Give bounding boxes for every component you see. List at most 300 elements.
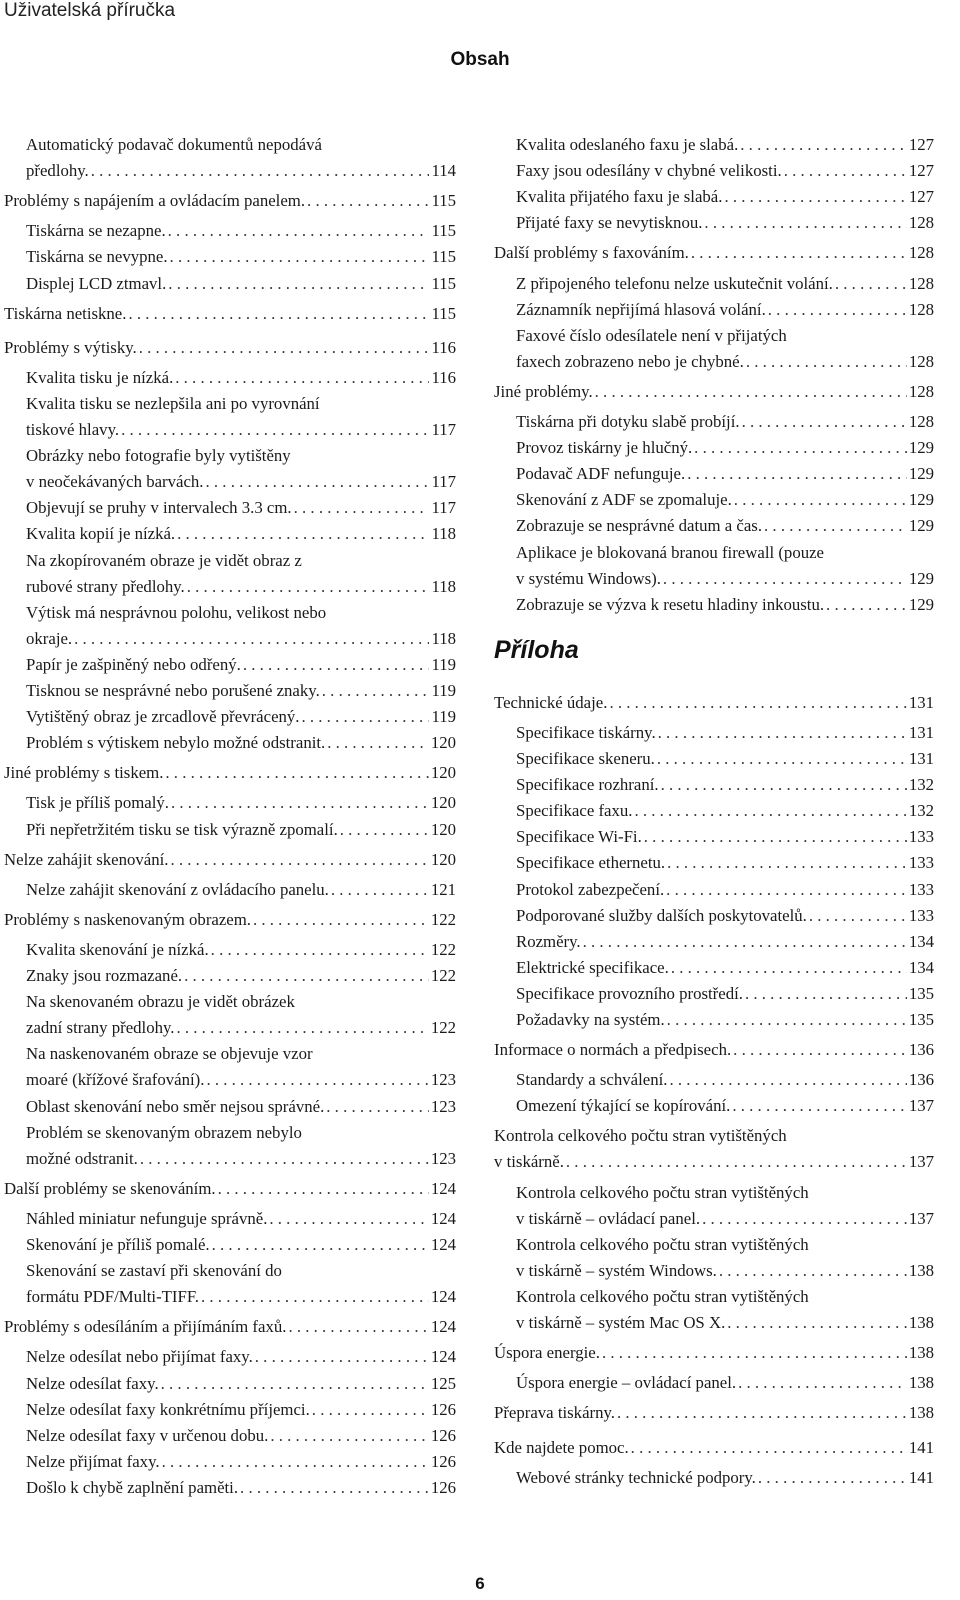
toc-page-number: 118 (431, 628, 456, 648)
toc-subentry[interactable] (26, 1397, 456, 1423)
toc-subentry[interactable] (26, 132, 456, 184)
toc-entry-title: Tiskárna se nevypne. (26, 247, 168, 267)
toc-entry-title: Nelze odesílat faxy. (26, 1373, 159, 1393)
toc-entry-title: Specifikace provozního prostředí. (516, 983, 743, 1003)
toc-page-number: 118 (431, 524, 456, 544)
dot-leader (243, 652, 430, 678)
dot-leader (206, 1067, 428, 1093)
toc-subentry[interactable] (516, 184, 934, 210)
dot-leader (732, 1093, 906, 1119)
toc-subentry[interactable] (516, 772, 934, 798)
toc-subentry[interactable] (516, 903, 934, 929)
dot-leader (121, 417, 429, 443)
toc-subentry[interactable] (26, 790, 456, 816)
toc-entry-title: Tiskárna se nezapne. (26, 221, 166, 241)
toc-entry-title: Úspora energie – ovládací panel. (516, 1373, 737, 1393)
toc-entry-title: Protokol zabezpečení. (516, 879, 665, 899)
toc-entry[interactable] (494, 1037, 934, 1063)
toc-subentry[interactable] (26, 244, 456, 270)
dot-leader (609, 690, 906, 716)
dot-leader (666, 877, 907, 903)
toc-entry-title: rubové strany předlohy. (26, 576, 185, 596)
toc-entry-title: tiskové hlavy. (26, 419, 120, 439)
toc-page-number: 120 (430, 793, 456, 813)
toc-subentry[interactable] (26, 218, 456, 244)
dot-leader (165, 760, 428, 786)
toc-page-number: 134 (908, 957, 934, 977)
dot-leader (74, 626, 429, 652)
toc-page-number: 118 (431, 576, 456, 596)
dot-leader (326, 1094, 429, 1120)
toc-page-number: 138 (908, 1313, 934, 1332)
toc-subentry[interactable] (516, 487, 934, 513)
toc-page-number: 123 (430, 1148, 456, 1168)
toc-page-number: 135 (908, 983, 934, 1003)
toc-page-number: 136 (908, 1040, 934, 1060)
dot-leader (687, 461, 907, 487)
toc-entry[interactable] (4, 1176, 456, 1202)
toc-entry-title: Tiskárna při dotyku slabě probíjí. (516, 412, 740, 431)
toc-subentry[interactable] (516, 1093, 934, 1119)
toc-page-number: 124 (430, 1235, 456, 1254)
toc-subentry[interactable] (26, 1232, 456, 1258)
toc-entry-title: Při nepřetržitém tisku se tisk výrazně zpomalí. (26, 819, 338, 839)
toc-entry-title: Přeprava tiskárny. (494, 1403, 615, 1423)
toc-page-number: 127 (908, 135, 934, 154)
toc-page-number: 115 (431, 273, 456, 293)
dot-leader (702, 1206, 907, 1232)
toc-entry-title: Kvalita skenování je nízká. (26, 939, 209, 959)
toc-entry-title-line: Problém se skenovaným obrazem nebylo (26, 1122, 302, 1142)
dot-leader (764, 513, 907, 539)
toc-entry-title: Náhled miniatur nefunguje správně. (26, 1208, 268, 1228)
toc-subentry[interactable] (516, 158, 934, 184)
toc-entry-title: Technické údaje. (494, 692, 608, 712)
toc-page-number: 120 (430, 819, 456, 839)
toc-page-number: 116 (431, 367, 456, 387)
toc-entry[interactable] (4, 301, 456, 327)
toc-entry[interactable] (494, 1400, 934, 1426)
toc-subentry[interactable] (26, 1258, 456, 1310)
toc-entry[interactable] (494, 690, 934, 716)
toc-entry-title: Z připojeného telefonu nelze uskutečnit volání. (516, 273, 833, 293)
dot-leader (140, 1146, 429, 1172)
toc-entry-title-line: Na skenovaném obrazu je vidět obrázek (26, 992, 295, 1012)
toc-entry-title: Nelze odesílat faxy v určenou dobu. (26, 1425, 269, 1445)
toc-entry[interactable] (4, 1314, 456, 1340)
toc-subentry[interactable] (516, 1232, 934, 1284)
dot-leader (658, 720, 907, 746)
toc-entry-title: v systému Windows). (516, 568, 661, 588)
toc-heading: Příloha (494, 635, 579, 664)
toc-subentry[interactable] (516, 877, 934, 903)
toc-entry-title: Problémy s napájením a ovládacím panelem. (4, 191, 306, 211)
dot-leader (128, 301, 429, 327)
toc-page-number: 129 (908, 438, 934, 458)
toc-entry-title: Displej LCD ztmavl. (26, 273, 167, 293)
toc-entry-title: moaré (křížové šrafování). (26, 1070, 205, 1090)
toc-subentry[interactable] (516, 746, 934, 772)
toc-entry-title-line: Na naskenovaném obraze se objevuje vzor (26, 1044, 313, 1064)
dot-leader (177, 1015, 429, 1041)
toc-entry-title: Požadavky na systém. (516, 1010, 665, 1029)
dot-leader (162, 1449, 429, 1475)
toc-subentry[interactable] (516, 824, 934, 850)
toc-page-number: 117 (431, 419, 456, 439)
toc-entry-title-line: Kontrola celkového počtu stran vytištěných (516, 1234, 809, 1254)
toc-entry-title: Došlo k chybě zaplnění paměti. (26, 1477, 239, 1497)
dot-leader (595, 379, 907, 405)
toc-page-number: 138 (908, 1343, 934, 1363)
toc-entry-title: Podporované služby dalších poskytovatelů. (516, 905, 807, 925)
dot-leader (617, 1400, 907, 1426)
toc-page-number: 125 (430, 1373, 456, 1393)
toc-page-number: 114 (431, 161, 456, 180)
toc-entry-title: v tiskárně – systém Mac OS X. (516, 1313, 726, 1332)
toc-subentry[interactable] (26, 817, 456, 843)
dot-leader (161, 1371, 429, 1397)
toc-subentry[interactable] (516, 210, 934, 236)
toc-subentry[interactable] (26, 365, 456, 391)
toc-page-number: 115 (431, 303, 456, 323)
dot-leader (671, 955, 907, 981)
toc-entry-title: Specifikace tiskárny. (516, 722, 656, 742)
dot-leader (170, 847, 428, 873)
toc-subentry[interactable] (516, 592, 934, 618)
toc-page-number: 124 (430, 1347, 456, 1367)
toc-entry-title-line: Automatický podavač dokumentů nepodává (26, 135, 322, 154)
dot-leader (253, 907, 429, 933)
toc-entry-title: Rozměry. (516, 931, 581, 951)
toc-entry-title: možné odstranit. (26, 1148, 138, 1168)
toc-entry-title: Specifikace skeneru. (516, 749, 655, 768)
running-head: Uživatelská příručka (4, 0, 176, 21)
toc-entry[interactable] (4, 847, 456, 873)
toc-subentry[interactable] (516, 850, 934, 876)
toc-subentry[interactable] (26, 678, 456, 704)
toc-entry-title-line: Kontrola celkového počtu stran vytištěných (516, 1182, 809, 1202)
toc-page-number: 133 (908, 879, 934, 899)
toc-entry-title: Faxy jsou odesílány v chybné velikosti. (516, 161, 782, 181)
toc-subentry[interactable] (516, 513, 934, 539)
toc-page-number: 122 (430, 939, 456, 959)
dot-leader (631, 1435, 907, 1461)
toc-entry-title: Tisknou se nesprávné nebo porušené znaky. (26, 681, 320, 700)
toc-subentry[interactable] (26, 989, 456, 1041)
toc-page-number: 126 (430, 1425, 456, 1445)
toc-entry-title: Omezení týkající se kopírování. (516, 1096, 731, 1116)
toc-subentry[interactable] (26, 1423, 456, 1449)
toc-page-number: 128 (908, 243, 934, 263)
dot-leader (758, 1465, 907, 1491)
dot-leader (211, 937, 429, 963)
toc-page-number: 138 (908, 1260, 934, 1280)
toc-page-number: 137 (908, 1096, 934, 1116)
toc-entry-title: Specifikace faxu. (516, 801, 633, 821)
toc-subentry[interactable] (26, 600, 456, 652)
toc-page-number: 131 (908, 749, 934, 768)
toc-subentry[interactable] (516, 409, 934, 435)
toc-entry[interactable] (4, 760, 456, 786)
dot-leader (212, 1232, 429, 1258)
dot-leader (583, 929, 907, 955)
toc-entry-title: Specifikace rozhraní. (516, 775, 659, 795)
dot-leader (745, 981, 907, 1007)
toc-subentry[interactable] (26, 704, 456, 730)
toc-page-number: 120 (430, 849, 456, 869)
toc-subentry[interactable] (516, 720, 934, 746)
toc-page-number: 122 (430, 1018, 456, 1038)
toc-page-number: 128 (908, 213, 934, 233)
toc-page-number: 128 (908, 299, 934, 319)
toc-subentry[interactable] (516, 540, 934, 592)
dot-leader (566, 1149, 907, 1175)
toc-page-number: 127 (908, 161, 934, 181)
toc-page-number: 115 (431, 221, 456, 241)
toc-entry-title-line: Kontrola celkového počtu stran vytištěných (494, 1126, 787, 1146)
dot-leader (719, 1258, 907, 1284)
toc-entry-title-line: Výtisk má nesprávnou polohu, velikost nebo (26, 602, 327, 622)
toc-subentry[interactable] (26, 1371, 456, 1397)
toc-subentry[interactable] (26, 730, 456, 756)
dot-leader (663, 566, 907, 592)
toc-page-number: 121 (430, 879, 456, 899)
toc-subentry[interactable] (516, 297, 934, 323)
toc-entry-title: Elektrické specifikace. (516, 957, 669, 977)
toc-entry[interactable] (494, 240, 934, 266)
toc-entry-title: v neočekávaných barvách. (26, 472, 204, 492)
toc-subentry[interactable] (516, 1067, 934, 1093)
dot-leader (168, 271, 429, 297)
dot-leader (218, 1176, 429, 1202)
toc-entry-title-line: Kvalita tisku se nezlepšila ani po vyrovnání (26, 393, 320, 413)
toc-entry-title: Kde najdete pomoc. (494, 1437, 629, 1457)
dot-leader (657, 746, 907, 772)
toc-page-number: 129 (908, 464, 934, 484)
toc-entry-title: faxech zobrazeno nebo je chybné. (516, 351, 744, 371)
toc-subentry[interactable] (26, 1344, 456, 1370)
toc-entry[interactable] (4, 907, 456, 933)
toc-entry-title: v tiskárně. (494, 1152, 564, 1172)
dot-leader (139, 335, 430, 361)
toc-subentry[interactable] (516, 132, 934, 158)
toc-entry[interactable] (494, 1435, 934, 1461)
toc-entry-title: formátu PDF/Multi-TIFF. (26, 1287, 200, 1307)
toc-page-number: 132 (908, 801, 934, 821)
toc-page-number: 134 (908, 931, 934, 951)
toc-page-number: 119 (431, 707, 456, 727)
toc-subentry[interactable] (26, 1120, 456, 1172)
dot-leader (740, 132, 907, 158)
toc-subentry[interactable] (516, 929, 934, 955)
toc-entry-title: Specifikace ethernetu. (516, 853, 666, 873)
toc-subentry[interactable] (26, 937, 456, 963)
toc-subentry[interactable] (516, 323, 934, 375)
toc-page-number: 131 (908, 722, 934, 742)
dot-leader (187, 574, 430, 600)
toc-entry[interactable] (4, 335, 456, 361)
toc-entry-title: Problémy s naskenovaným obrazem. (4, 909, 251, 929)
toc-subentry[interactable] (26, 521, 456, 547)
toc-entry-title-line: Aplikace je blokovaná branou firewall (pouze (516, 542, 824, 562)
toc-entry-title: Další problémy s faxováním. (494, 243, 689, 263)
page-number: 6 (475, 1574, 485, 1593)
toc-subentry[interactable] (26, 1094, 456, 1120)
dot-leader (175, 365, 429, 391)
toc-subentry[interactable] (516, 1180, 934, 1232)
toc-page-number: 126 (430, 1477, 456, 1497)
toc-entry[interactable] (494, 1340, 934, 1366)
toc-entry-title: Nelze přijímat faxy. (26, 1451, 160, 1471)
toc-subentry[interactable] (26, 1206, 456, 1232)
toc-subentry[interactable] (26, 271, 456, 297)
toc-entry[interactable] (494, 1123, 934, 1175)
toc-entry-title: Další problémy se skenováním. (4, 1178, 216, 1198)
toc-entry-title: Problém s výtiskem nebylo možné odstranit. (26, 733, 326, 753)
toc-page-number: 141 (908, 1437, 934, 1457)
dot-leader (724, 184, 906, 210)
toc-subentry[interactable] (516, 981, 934, 1007)
toc-page-number: 117 (431, 472, 456, 492)
toc-subentry[interactable] (26, 1475, 456, 1501)
toc-page-number: 124 (430, 1208, 456, 1228)
toc-page-number: 133 (908, 853, 934, 873)
toc-entry-title: Kvalita přijatého faxu je slabá. (516, 187, 723, 207)
toc-entry-title: zadní strany předlohy. (26, 1018, 175, 1038)
toc-entry-title: Standardy a schválení. (516, 1070, 668, 1090)
toc-entry-title: Jiné problémy. (494, 381, 593, 401)
toc-entry-title-line: Na zkopírovaném obraze je vidět obraz z (26, 550, 302, 570)
dot-leader (734, 487, 907, 513)
toc-page-number: 123 (430, 1070, 456, 1090)
toc-page-number: 124 (430, 1317, 456, 1337)
dot-leader (669, 1067, 906, 1093)
dot-leader (177, 521, 429, 547)
toc-entry-title: Zobrazuje se výzva k resetu hladiny inkoustu. (516, 594, 825, 614)
dot-leader (206, 469, 430, 495)
dot-leader (312, 1397, 429, 1423)
dot-leader (340, 817, 429, 843)
toc-page-number: 115 (431, 247, 456, 267)
toc-subentry[interactable] (26, 652, 456, 678)
toc-entry[interactable] (494, 379, 934, 405)
dot-leader (327, 730, 429, 756)
toc-entry-title: Úspora energie. (494, 1343, 600, 1363)
dot-leader (602, 1340, 907, 1366)
dot-leader (644, 824, 907, 850)
dot-leader (307, 188, 429, 214)
toc-entry-title-line: Skenování se zastaví při skenování do (26, 1261, 282, 1281)
toc-page-number: 117 (431, 498, 456, 518)
toc-page-number: 116 (431, 337, 456, 357)
toc-entry-title: Kvalita odeslaného faxu je slabá. (516, 135, 739, 154)
toc-subentry[interactable] (516, 271, 934, 297)
toc-subentry[interactable] (516, 435, 934, 461)
toc-subentry[interactable] (26, 1041, 456, 1093)
dot-leader (835, 271, 907, 297)
toc-page-number: 119 (431, 681, 456, 700)
toc-page-number: 135 (908, 1010, 934, 1029)
toc-entry[interactable] (4, 188, 456, 214)
toc-entry-title: Objevují se pruhy v intervalech 3.3 cm. (26, 498, 292, 518)
toc-page-number: 122 (430, 966, 456, 985)
toc-entry-title: Znaky jsou rozmazané. (26, 966, 183, 985)
dot-leader (738, 1370, 907, 1396)
toc-page-number: 126 (430, 1399, 456, 1419)
dot-leader (294, 495, 430, 521)
toc-page-number: 133 (908, 827, 934, 847)
toc-entry-title: Informace o normách a předpisech. (494, 1040, 732, 1060)
toc-subentry[interactable] (516, 955, 934, 981)
toc-page-number: 128 (908, 381, 934, 401)
toc-page-number: 138 (908, 1403, 934, 1423)
toc-entry-title: Tiskárna netiskne. (4, 303, 127, 323)
toc-page-number: 115 (431, 191, 456, 211)
toc-subentry[interactable] (26, 495, 456, 521)
toc-entry-title: Tisk je příliš pomalý. (26, 793, 169, 813)
dot-leader (184, 963, 429, 989)
dot-leader (91, 158, 430, 184)
toc-subentry[interactable] (26, 1449, 456, 1475)
toc-page-number: 137 (908, 1152, 934, 1172)
dot-leader (322, 678, 430, 704)
toc-subentry[interactable] (26, 443, 456, 495)
toc-page-number: 137 (908, 1208, 934, 1228)
dot-leader (691, 240, 907, 266)
toc-entry-title: Nelze odesílat nebo přijímat faxy. (26, 1347, 253, 1367)
toc-entry-title: Zobrazuje se nesprávné datum a čas. (516, 516, 763, 536)
toc-entry-title: Vytištěný obraz je zrcadlově převrácený. (26, 707, 300, 727)
toc-page-number: 131 (908, 692, 934, 712)
dot-leader (746, 349, 907, 375)
dot-leader (704, 210, 906, 236)
dot-leader (667, 850, 907, 876)
toc-page-number: 136 (908, 1070, 934, 1090)
toc-entry-title: Kvalita kopií je nízká. (26, 524, 176, 544)
dot-leader (270, 1423, 429, 1449)
toc-subentry[interactable] (26, 963, 456, 989)
toc-subentry[interactable] (26, 548, 456, 600)
toc-entry-title: předlohy. (26, 161, 89, 180)
toc-page-number: 120 (430, 763, 456, 783)
dot-leader (661, 772, 907, 798)
toc-page-number: 133 (908, 905, 934, 925)
toc-page-number: 122 (430, 909, 456, 929)
toc-entry-title: Skenování je příliš pomalé. (26, 1235, 210, 1254)
dot-leader (171, 790, 429, 816)
dot-leader (240, 1475, 429, 1501)
toc-page-number: 128 (908, 273, 934, 293)
toc-entry-title: Papír je zašpiněný nebo odřený. (26, 654, 241, 674)
toc-page-number: 128 (908, 412, 934, 431)
toc-subentry[interactable] (26, 877, 456, 903)
toc-subentry[interactable] (26, 391, 456, 443)
dot-leader (201, 1284, 429, 1310)
toc-subentry[interactable] (516, 1007, 934, 1033)
toc-page-number: 123 (430, 1096, 456, 1116)
toc-entry-title: Specifikace Wi-Fi. (516, 827, 642, 847)
toc-page-number: 124 (430, 1287, 456, 1307)
toc-subentry[interactable] (516, 1284, 934, 1336)
dot-leader (288, 1314, 428, 1340)
toc-subentry[interactable] (516, 1370, 934, 1396)
toc-subentry[interactable] (516, 1465, 934, 1491)
toc-entry-title: Přijaté faxy se nevytisknou. (516, 213, 703, 233)
toc-subentry[interactable] (516, 798, 934, 824)
dot-leader (784, 158, 907, 184)
toc-subentry[interactable] (516, 461, 934, 487)
toc-page-number: 132 (908, 775, 934, 795)
